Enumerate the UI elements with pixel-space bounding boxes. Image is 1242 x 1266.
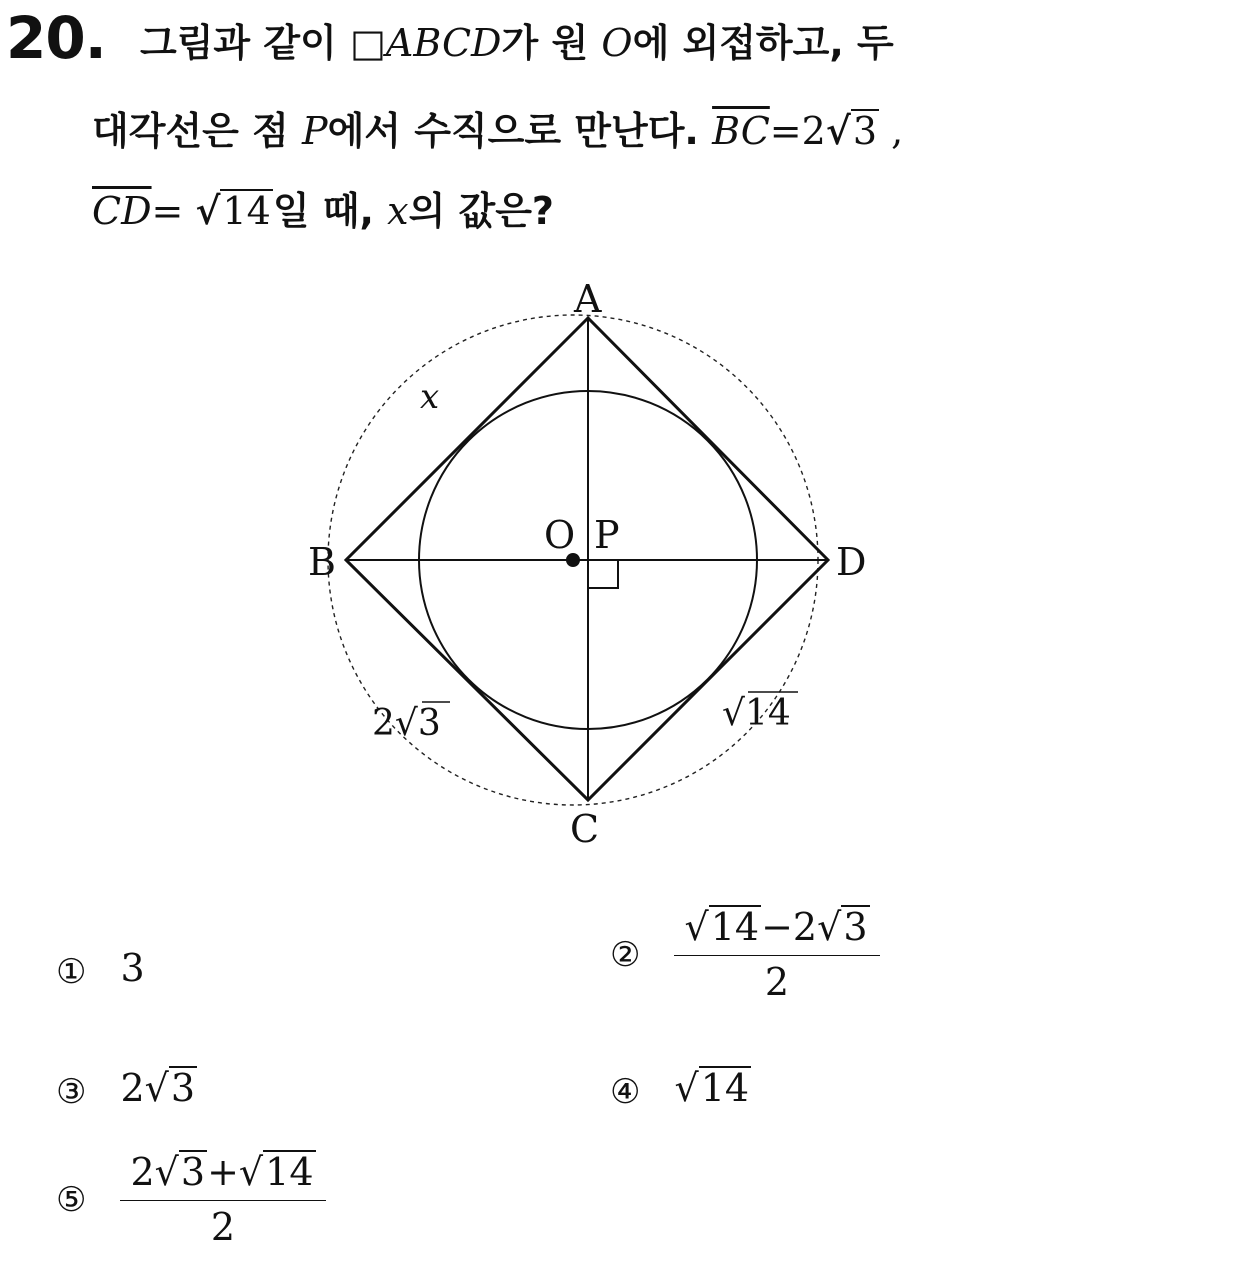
radicand: 3 [180, 1150, 206, 1194]
label-cd-length [722, 693, 791, 734]
radicand: 14 [265, 1150, 314, 1194]
choice-2[interactable] [610, 905, 880, 1004]
sqrt-sign: √ [394, 703, 418, 744]
label-a: A [574, 277, 602, 321]
choice-4[interactable] [610, 1066, 751, 1112]
choice-fraction [120, 1150, 325, 1249]
sqrt-sign: √ [817, 905, 842, 949]
label-bc-coef: 2 [372, 703, 395, 744]
question-line-1 [140, 12, 894, 67]
fraction-denominator: 2 [764, 960, 790, 1004]
equals-cd: = [151, 189, 196, 233]
fraction-numerator [674, 905, 879, 956]
sqrt-sign: √ [722, 693, 745, 734]
segment-bc: $\overline{BC}$ [712, 109, 770, 153]
variable-x: x [387, 189, 409, 233]
geometry-figure [290, 270, 910, 870]
choice-fraction [674, 905, 879, 1004]
label-bc-length [372, 703, 441, 744]
label-bc-rad: 3 [417, 703, 441, 744]
comma: , [879, 109, 904, 153]
sqrt-sign: √ [825, 108, 851, 153]
plus-sign: + [207, 1150, 239, 1194]
sqrt-sign: √ [195, 188, 221, 233]
sqrt-sign: √ [154, 1150, 179, 1194]
radicand: 3 [843, 905, 868, 949]
radicand: 14 [700, 1066, 750, 1110]
question-line-2 [92, 100, 903, 155]
bc-radicand: 3 [852, 109, 877, 153]
choice-marker: ⑤ [56, 1179, 87, 1220]
choice-1[interactable] [56, 946, 145, 992]
text-segment: 의 값은? [408, 189, 554, 233]
label-d: D [836, 540, 867, 584]
text-segment: 에서 수직으로 만난다. [327, 109, 713, 153]
question-number: 20. [6, 4, 106, 72]
text-segment: 에 외접하고, 두 [632, 21, 894, 65]
fraction-numerator [120, 1150, 325, 1201]
label-p: P [594, 513, 620, 557]
choice-3[interactable] [56, 1066, 197, 1112]
fraction-denominator: 2 [210, 1205, 236, 1249]
choice-value: 3 [120, 946, 145, 990]
question-line-3 [92, 180, 554, 235]
circle-name: O [601, 21, 633, 65]
label-o: O [544, 513, 576, 557]
quad-name: ABCD [385, 21, 502, 65]
choice-marker: ② [610, 934, 641, 975]
text-segment: 그림과 같이 [140, 21, 350, 65]
choice-marker: ③ [56, 1071, 87, 1112]
choice-marker: ④ [610, 1071, 641, 1112]
text-segment: 가 원 [501, 21, 602, 65]
radicand: 3 [170, 1066, 196, 1110]
quad-symbol: □ [350, 21, 386, 65]
sqrt-sign: √ [238, 1150, 264, 1194]
label-x: x [420, 377, 440, 417]
right-angle-mark [588, 560, 618, 588]
text-segment: 일 때, [272, 189, 388, 233]
choice-marker: ① [56, 951, 87, 992]
numerator-middle: −2 [761, 905, 818, 949]
equals-bc: =2 [769, 109, 826, 153]
coefficient: 2 [120, 1066, 145, 1110]
radicand: 14 [710, 905, 760, 949]
cd-radicand: 14 [222, 189, 271, 233]
sqrt-sign: √ [144, 1066, 169, 1110]
sqrt-sign: √ [674, 1066, 699, 1110]
sqrt-sign: √ [684, 905, 709, 949]
segment-cd: $\overline{CD}$ [92, 189, 152, 233]
label-c: C [570, 807, 600, 851]
text-segment: 대각선은 점 [92, 109, 302, 153]
choice-5[interactable] [56, 1150, 326, 1249]
label-b: B [308, 540, 336, 584]
label-cd-rad: 14 [744, 693, 791, 734]
coefficient: 2 [130, 1150, 155, 1194]
point-name: P [302, 109, 328, 153]
